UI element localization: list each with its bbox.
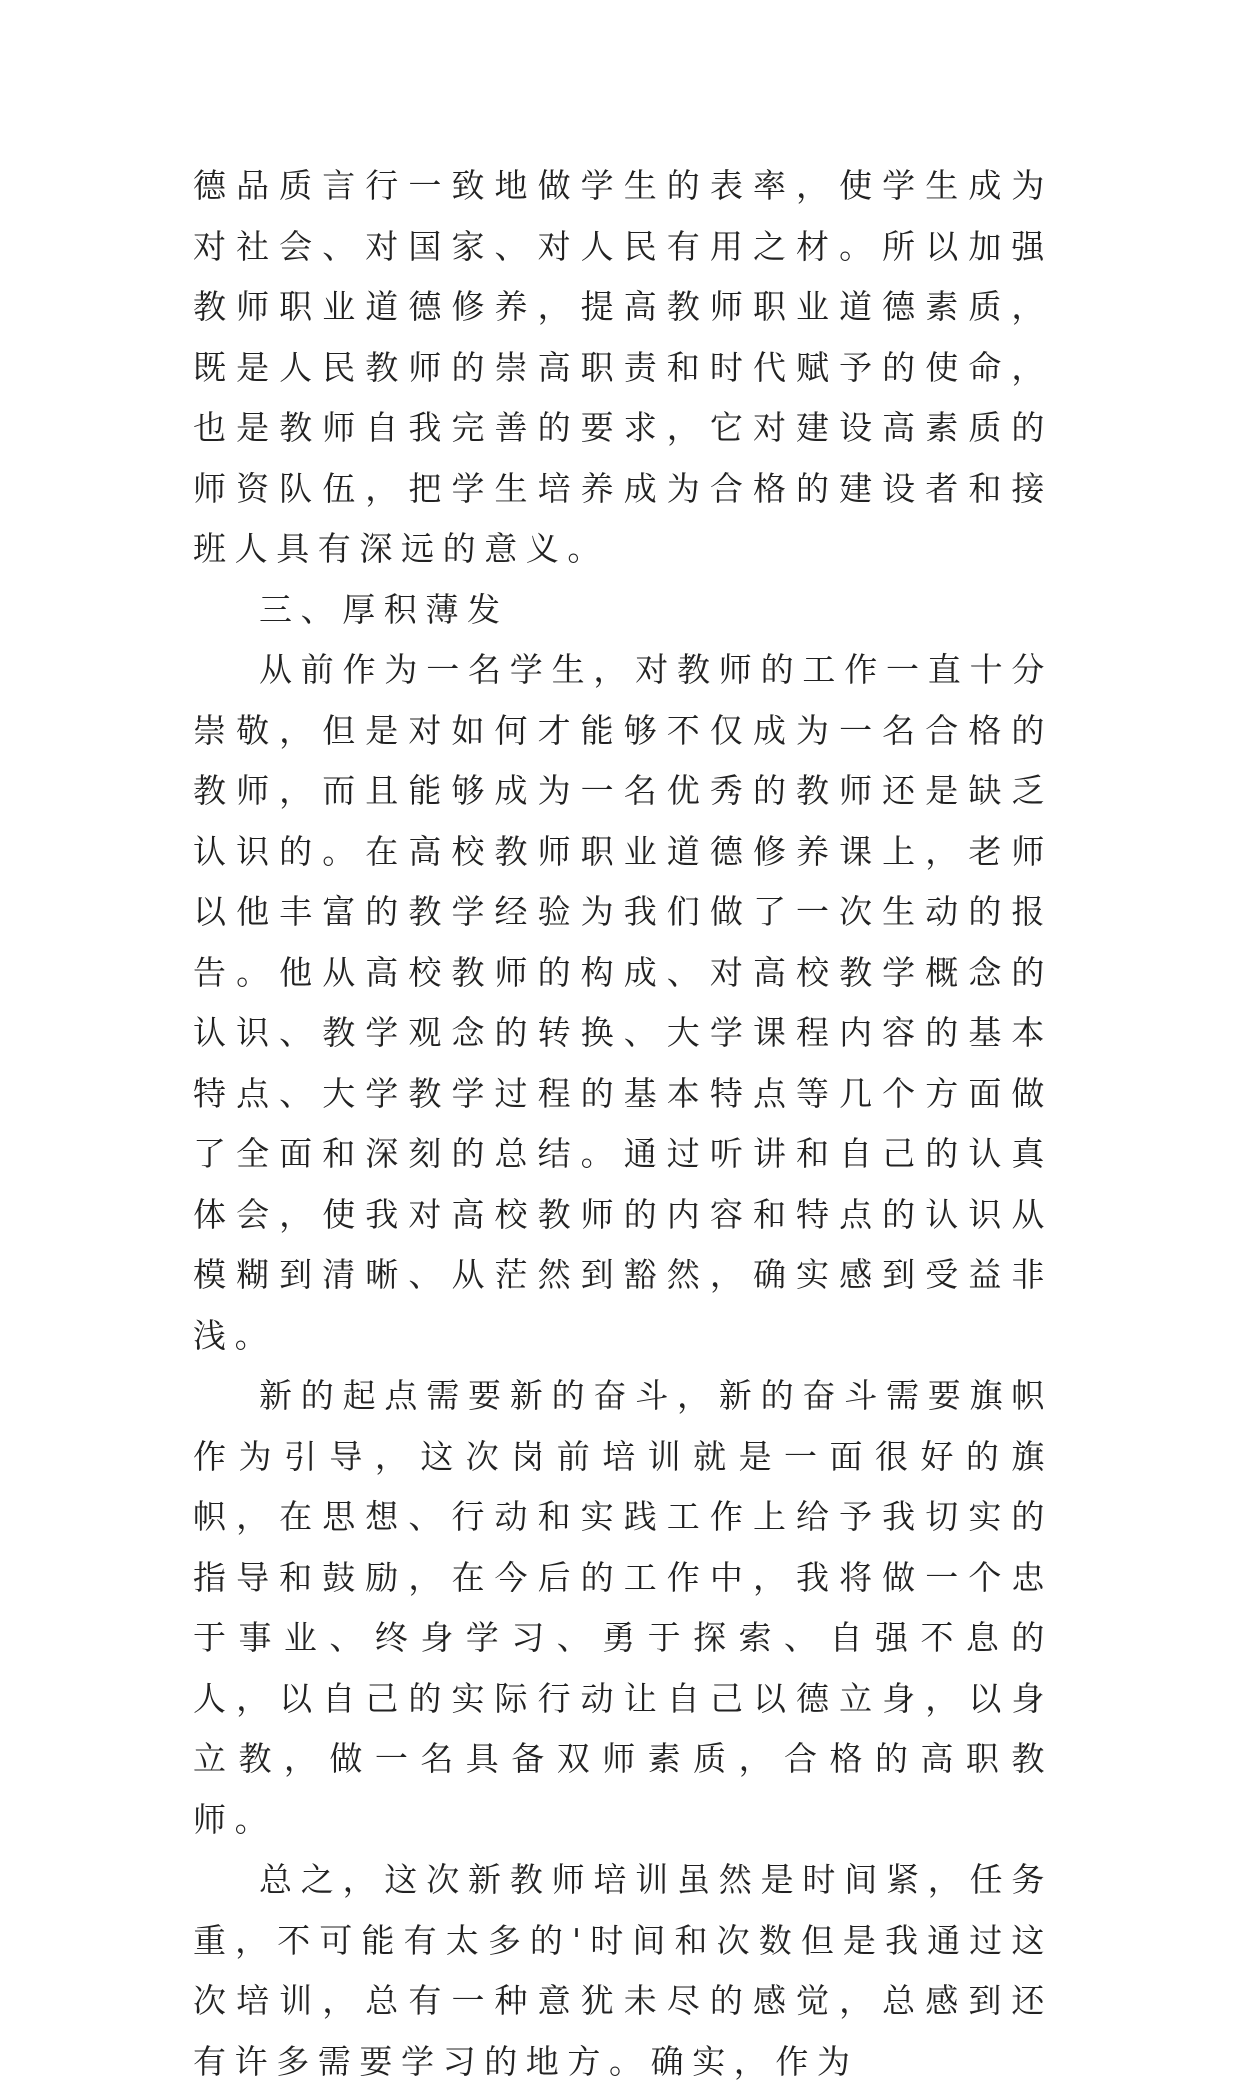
paragraph: 总之，这次新教师培训虽然是时间紧，任务重，不可能有太多的'时间和次数但是我通过这次培训，总有一种意犹未尽的感觉，总感到还有许多需要学习的地方。确实，作为 (193, 1860, 1053, 2081)
paragraph: 新的起点需要新的奋斗，新的奋斗需要旗帜作为引导，这次岗前培训就是一面很好的旗帜，在思想、行动和实践工作上给予我切实的指导和鼓励，在今后的工作中，我将做一个忠于事业、终身学习、勇于探索、自强不息的人，以自己的实际行动让自己以德立身，以身立教，做一名具备双师素质，合格的高职教师。 (193, 1376, 1053, 1839)
paragraph-continuation: 德品质言行一致地做学生的表率，使学生成为对社会、对国家、对人民有用之材。所以加强教师职业道德修养，提高教师职业道德素质，既是人民教师的崇高职责和时代赋予的使命，也是教师自我完善的要求，它对建设高素质的师资队伍，把学生培养成为合格的建设者和接班人具有深远的意义。 (193, 166, 1053, 568)
body-text (193, 156, 1053, 2092)
paragraph: 从前作为一名学生，对教师的工作一直十分崇敬，但是对如何才能够不仅成为一名合格的教师，而且能够成为一名优秀的教师还是缺乏认识的。在高校教师职业道德修养课上，老师以他丰富的教学经验为我们做了一次生动的报告。他从高校教师的构成、对高校教学概念的认识、教学观念的转换、大学课程内容的基本特点、大学教学过程的基本特点等几个方面做了全面和深刻的总结。通过听讲和自己的认真体会，使我对高校教师的内容和特点的认识从模糊到清晰、从茫然到豁然，确实感到受益非浅。 (193, 650, 1053, 1355)
section-heading: 三、厚积薄发 (259, 589, 509, 629)
